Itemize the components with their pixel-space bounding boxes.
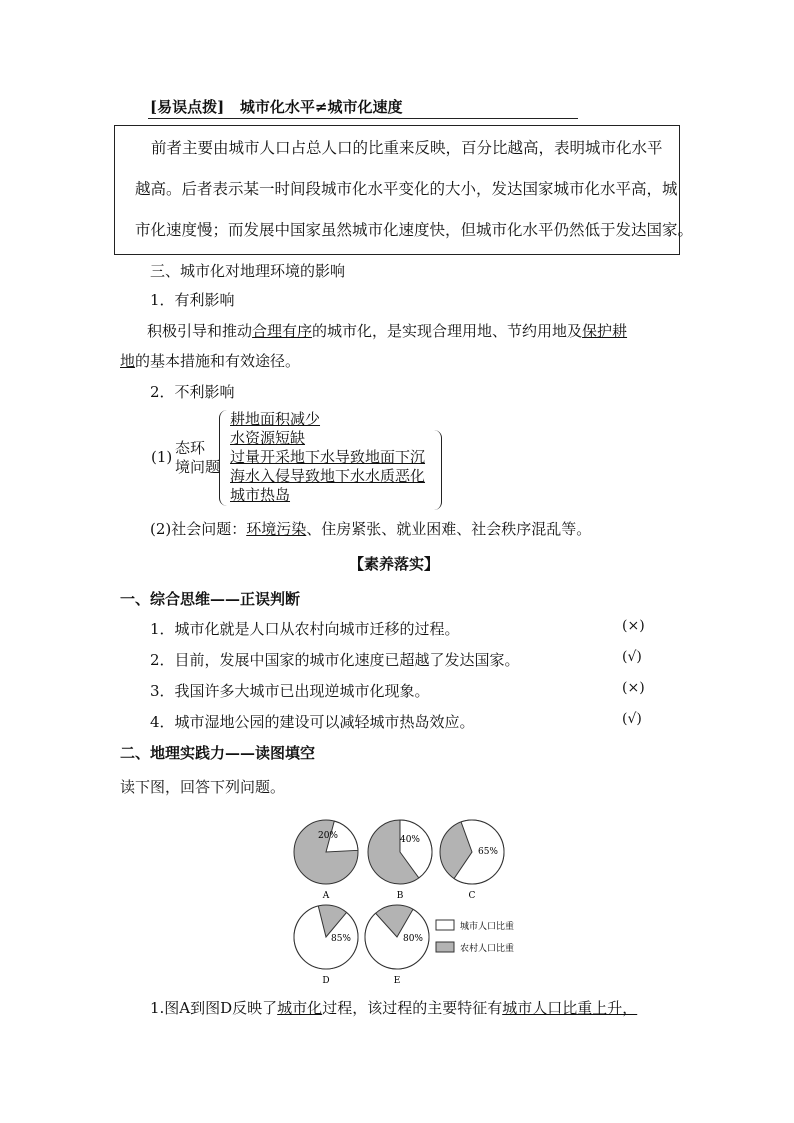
- left-brace: [219, 410, 230, 506]
- practice-section1: 一、综合思维——正误判断: [120, 590, 301, 608]
- social-problems: [150, 518, 591, 539]
- tf-item-3: 3．我国许多大城市已出现逆城市化现象。: [150, 682, 430, 700]
- para-text: 的基本措施和有效途径。: [135, 352, 301, 370]
- legend-swatch: [436, 920, 454, 930]
- pie-chart-figure: [280, 810, 560, 990]
- para-underline: 保护耕: [582, 322, 628, 340]
- tf-mark-2: (√): [622, 649, 642, 665]
- part3-title: 三、城市化对地理环境的影响: [150, 262, 346, 280]
- eco-item: [230, 408, 320, 429]
- heading-underline: [148, 118, 578, 119]
- practice-banner: 【素养落实】: [349, 555, 440, 573]
- q1-blank: 城市化: [277, 999, 323, 1017]
- pie-letter-label: D: [322, 976, 330, 986]
- part3-para-line2: [120, 350, 300, 371]
- eco-item-text: 海水入侵导致地下水水质恶化: [230, 467, 426, 485]
- eco-prefix: (1): [151, 448, 173, 466]
- eco-item: [230, 484, 290, 505]
- pie-percent-label: 85%: [330, 934, 352, 944]
- para-underline: 地: [120, 352, 136, 370]
- eco-label-1: 态环: [175, 439, 206, 457]
- eco-label-2: 境问题: [175, 458, 221, 476]
- eco-item-text: 水资源短缺: [230, 429, 306, 447]
- right-brace: [433, 430, 442, 510]
- part3-sub1: 1．有利影响: [150, 291, 235, 309]
- practice-instruction: 读下图，回答下列问题。: [120, 778, 286, 796]
- pie-percent-label: 20%: [317, 831, 339, 841]
- pie-D: [294, 905, 358, 986]
- question-1: [150, 997, 637, 1018]
- pie-letter-label: B: [396, 891, 404, 901]
- eco-item: [230, 427, 305, 448]
- q1-blank: 城市人口比重上升，: [502, 999, 638, 1017]
- note-line-1: 前者主要由城市人口占总人口的比重来反映，百分比越高，表明城市化水平: [151, 139, 663, 157]
- part3-para-line1: [147, 320, 627, 341]
- note-line-2: 越高。后者表示某一时间段城市化水平变化的大小，发达国家城市化水平高，城: [135, 180, 678, 198]
- practice-section2: 二、地理实践力——读图填空: [120, 744, 316, 762]
- tip-title: 城市化水平≠城市化速度: [239, 98, 403, 116]
- eco-item: [230, 446, 425, 467]
- tip-tag: [易误点拨]: [150, 98, 225, 116]
- tf-mark-3: (×): [622, 680, 645, 696]
- legend-label: 城市人口比重: [460, 922, 515, 932]
- q1-text: 过程，该过程的主要特征有: [322, 999, 503, 1017]
- para-text: 的城市化，是实现合理用地、节约用地及: [312, 322, 583, 340]
- pie-letter-label: C: [468, 891, 476, 901]
- eco-item-text: 城市热岛: [230, 486, 291, 504]
- tip-heading: [150, 96, 402, 117]
- tf-item-2: 2．目前，发展中国家的城市化速度已超越了发达国家。: [150, 651, 520, 669]
- social-underline: 环境污染: [246, 520, 307, 538]
- part3-sub2: 2．不利影响: [150, 383, 235, 401]
- legend-label: 农村人口比重: [460, 944, 515, 954]
- para-text: 积极引导和推动: [147, 322, 253, 340]
- tf-item-1: 1．城市化就是人口从农村向城市迁移的过程。: [150, 620, 460, 638]
- pie-A: [294, 820, 358, 901]
- pie-B: [368, 820, 432, 901]
- pie-C: [440, 820, 504, 901]
- tf-item-4: 4．城市湿地公园的建设可以减轻城市热岛效应。: [150, 713, 475, 731]
- eco-item: [230, 465, 425, 486]
- pie-E: [365, 905, 429, 986]
- tf-mark-1: (×): [622, 618, 645, 634]
- social-text: (2)社会问题：: [150, 520, 247, 538]
- eco-item-text: 耕地面积减少: [230, 410, 321, 428]
- pie-percent-label: 40%: [399, 835, 421, 845]
- pie-percent-label: 65%: [477, 847, 499, 857]
- pie-letter-label: A: [322, 891, 330, 901]
- note-box: [114, 125, 694, 255]
- social-text: 、住房紧张、就业困难、社会秩序混乱等。: [306, 520, 592, 538]
- pie-percent-label: 80%: [402, 934, 424, 944]
- q1-text: 1.图A到图D反映了: [150, 999, 278, 1017]
- note-line-3: 市化速度慢；而发展中国家虽然城市化速度快，但城市化水平仍然低于发达国家。: [135, 221, 694, 239]
- legend-swatch: [436, 942, 454, 952]
- tf-mark-4: (√): [622, 711, 642, 727]
- eco-item-text: 过量开采地下水导致地面下沉: [230, 448, 426, 466]
- pie-letter-label: E: [393, 976, 401, 986]
- para-underline: 合理有序: [252, 322, 313, 340]
